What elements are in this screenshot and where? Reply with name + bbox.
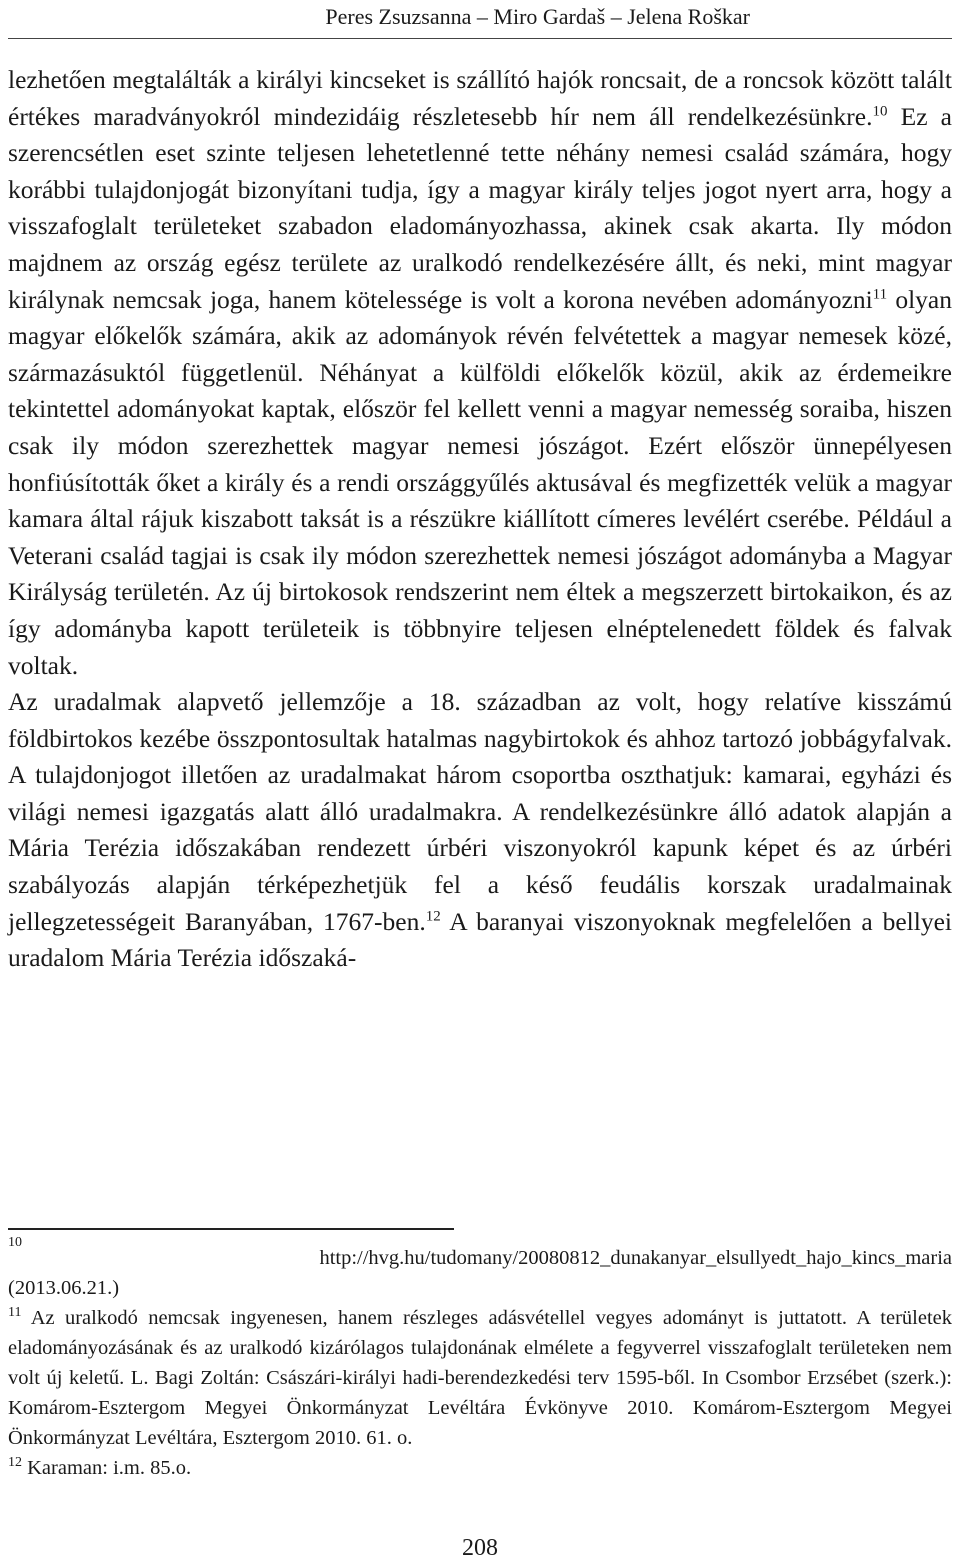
main-text: [8, 62, 952, 977]
paragraph-1: [8, 62, 952, 684]
footnote-10-number: 10: [8, 1235, 22, 1250]
footnote-11: [8, 1303, 952, 1453]
footnote-12-text: Karaman: i.m. 85.o.: [22, 1457, 192, 1479]
paragraph-2-part-b: A baranyai viszonyoknak megfelelően a bellyei uradalom Mária Terézia időszaká-: [8, 906, 952, 973]
footnote-11-text: Az uralkodó nemcsak ingyenesen, hanem részleges adásvétellel vegyes adományt is juttatott. A területek eladományozásának és az uralkodó kizárólagos tulajdonának elmélete a fegyverrel visszafoglalt területeken nem volt új keletű. L. Bagi Zoltán: Császári-királyi hadi-berendezkedési terv 1595-ből. In Csombor Erzsébet (szerk.): Komárom-Esztergom Megyei Önkormányzat Levéltára Évkönyve 2010. Komárom-Esztergom Megyei Önkormányzat Levéltára, Esztergom 2010. 61. o.: [8, 1307, 952, 1449]
footnote-12: [8, 1453, 952, 1483]
footnotes: [8, 1235, 952, 1483]
footnote-11-number: 11: [8, 1305, 22, 1321]
footnote-12-number: 12: [8, 1455, 22, 1471]
paragraph-1-part-c: olyan magyar előkelők számára, akik az adományok révén felvétettek a magyar nemesek közé, származásuktól függetlenül. Néhányat a külföldi előkelők közül, akik az érdemeikre tekintettel adományokat kaptak, először fel kellett venni a magyar nemesség soraiba, hiszen csak ily módon szerezhettek magyar nemesi jószágot. Ezért először ünnepélyesen honfiúsították őket a király és a rendi országgyűlés aktusával és megfizették velük a magyar kamara által rájuk kiszabott taksát is a részükre kiállított címeres levélért cserébe. Például a Veterani család tagjai is csak ily módon szerezhettek nemesi jószágot adományba a Magyar Királyság területén. Az új birtokosok rendszerint nem éltek a megszerzett birtokaikon, és az így adományba kapott területeik is többnyire teljesen elnéptelenedett földek és falvak voltak.: [8, 284, 953, 680]
paragraph-1-part-b: Ez a szerencsétlen eset szinte teljesen lehetetlenné tette néhány nemesi család számára, hogy korábbi tulajdonjogát bizonyítani tudja, így a magyar király teljes jogot nyert arra, hogy a visszafoglalt területeket szabadon eladományozhassa, akinek csak akarta. Ily módon majdnem az ország egész területe az uralkodó rendelkezésére állt, és neki, mint magyar királynak nemcsak joga, hanem kötelessége is volt a korona nevében adományozni: [8, 101, 952, 314]
paragraph-2-part-a: Az uradalmak alapvető jellemzője a 18. században az volt, hogy relatíve kisszámú földbirtokos kezébe összpontosultak hatalmas nagybirtokok és ahhoz tartozó jobbágyfalvak. A tulajdonjogot illetően az uradalmakat három csoportba oszthatjuk: kamarai, egyházi és világi nemesi igazgatás alatt álló uradalmakra. A rendelkezésünkre álló adatok alapján a Mária Terézia időszakában rendezett úrbéri viszonyokról kapunk képet és az úrbéri szabályozás alapján térképezhetjük fel a késő feudális korszak uradalmainak jellegzetességeit Baranyában, 1767-ben.: [8, 687, 952, 936]
footnote-10: [8, 1235, 952, 1303]
running-header: Peres Zsuzsanna – Miro Gardaš – Jelena Roškar: [325, 4, 750, 29]
footnote-separator: [8, 1228, 454, 1230]
footnote-10-line: [8, 1235, 952, 1273]
footnote-ref-12[interactable]: 12: [425, 908, 441, 925]
page-number: 208: [462, 1535, 498, 1561]
footnote-ref-10[interactable]: 10: [872, 103, 888, 120]
paragraph-2: [8, 684, 952, 977]
footnote-10-date: (2013.06.21.): [8, 1277, 120, 1299]
footnote-10-url[interactable]: http://hvg.hu/tudomany/20080812_dunakanyar_elsullyedt_hajo_kincs_maria: [319, 1247, 952, 1269]
header-rule: [8, 38, 952, 39]
footnote-ref-11[interactable]: 11: [872, 286, 888, 303]
paragraph-1-part-a: lezhetően megtalálták a királyi kincseket is szállító hajók roncsait, de a roncsok között talált értékes maradványokról mindezidáig részletesebb hír nem áll rendelkezésünkre.: [8, 65, 952, 131]
